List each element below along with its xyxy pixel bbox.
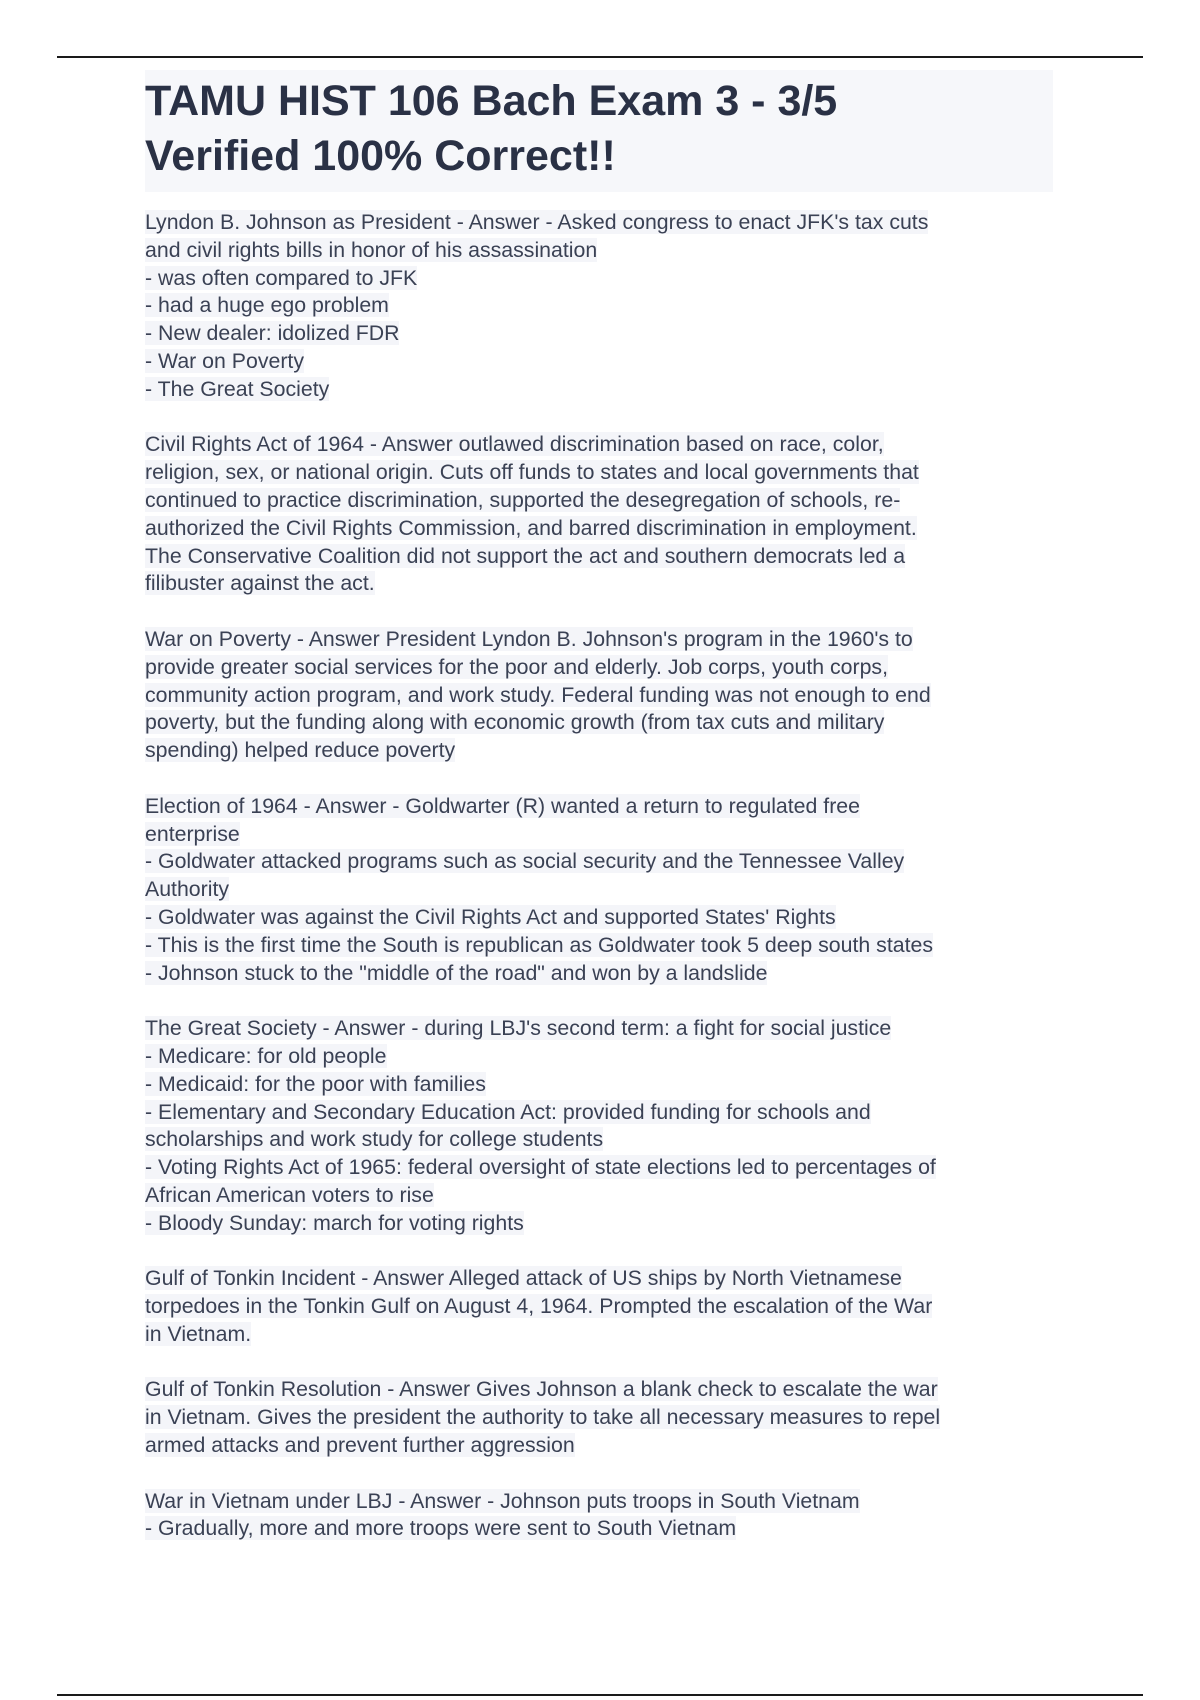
entry-line-text: armed attacks and prevent further aggression bbox=[145, 1433, 575, 1458]
entry-line-text: - The Great Society bbox=[145, 376, 330, 401]
entry-line-text: poverty, but the funding along with economic growth (from tax cuts and military bbox=[145, 710, 885, 735]
entry-line-text: The Great Society - Answer - during LBJ's second term: a fight for social justice bbox=[145, 1016, 892, 1041]
page-title bbox=[145, 70, 1053, 192]
entry-line-text: - was often compared to JFK bbox=[145, 265, 418, 290]
entry-line bbox=[145, 709, 1065, 737]
entry-line bbox=[145, 960, 1065, 988]
entry-line-text: provide greater social services for the poor and elderly. Job corps, youth corps, bbox=[145, 654, 888, 679]
entry-line bbox=[145, 876, 1065, 904]
entry-line bbox=[145, 1265, 1065, 1293]
entry-line bbox=[145, 1015, 1065, 1043]
entry-line-text: - had a huge ego problem bbox=[145, 293, 389, 318]
entry-line-text: in Vietnam. Gives the president the authority to take all necessary measures to repel bbox=[145, 1405, 941, 1430]
entry-line-text: - Medicare: for old people bbox=[145, 1043, 387, 1068]
entry-line-text: Authority bbox=[145, 877, 230, 902]
entry-line bbox=[145, 320, 1065, 348]
document-body bbox=[145, 209, 1065, 1571]
entry-line bbox=[145, 292, 1065, 320]
entry-line bbox=[145, 487, 1065, 515]
entry-line-text: spending) helped reduce poverty bbox=[145, 738, 456, 763]
entry-line-text: - Elementary and Secondary Education Act: provided funding for schools and bbox=[145, 1099, 871, 1124]
entry-line-text: - This is the first time the South is republican as Goldwater took 5 deep south states bbox=[145, 932, 933, 957]
entry-line bbox=[145, 431, 1065, 459]
entry-line-text: authorized the Civil Rights Commission, and barred discrimination in employment. bbox=[145, 515, 917, 540]
qa-entry bbox=[145, 626, 1065, 765]
entry-line bbox=[145, 1210, 1065, 1238]
entry-line bbox=[145, 543, 1065, 571]
entry-line bbox=[145, 1376, 1065, 1404]
entry-line bbox=[145, 1126, 1065, 1154]
entry-line-text: Gulf of Tonkin Resolution - Answer Gives Johnson a blank check to escalate the war bbox=[145, 1377, 938, 1402]
entry-line bbox=[145, 265, 1065, 293]
entry-line-text: Gulf of Tonkin Incident - Answer Alleged attack of US ships by North Vietnamese bbox=[145, 1266, 902, 1291]
top-rule bbox=[57, 56, 1143, 58]
entry-line-text: community action program, and work study. Federal funding was not enough to end bbox=[145, 682, 931, 707]
entry-line-text: Civil Rights Act of 1964 - Answer outlawed discrimination based on race, color, bbox=[145, 432, 884, 457]
entry-line-text: Lyndon B. Johnson as President - Answer - Asked congress to enact JFK's tax cuts bbox=[145, 210, 929, 234]
qa-entry bbox=[145, 1376, 1065, 1459]
entry-line bbox=[145, 348, 1065, 376]
entry-line bbox=[145, 904, 1065, 932]
entry-line bbox=[145, 515, 1065, 543]
title-line: TAMU HIST 106 Bach Exam 3 - 3/5 bbox=[145, 77, 838, 125]
entry-line bbox=[145, 1043, 1065, 1071]
entry-line bbox=[145, 1071, 1065, 1099]
entry-line-text: - New dealer: idolized FDR bbox=[145, 321, 400, 346]
qa-entry bbox=[145, 209, 1065, 404]
entry-line-text: torpedoes in the Tonkin Gulf on August 4, 1964. Prompted the escalation of the War bbox=[145, 1294, 933, 1319]
qa-entry bbox=[145, 793, 1065, 988]
entry-line-text: - Gradually, more and more troops were sent to South Vietnam bbox=[145, 1516, 737, 1541]
entry-line-text: filibuster against the act. bbox=[145, 571, 375, 596]
entry-line bbox=[145, 209, 1065, 237]
entry-line-text: - Goldwater was against the Civil Rights Act and supported States' Rights bbox=[145, 904, 836, 929]
title-line: Verified 100% Correct!! bbox=[145, 132, 616, 180]
qa-entry bbox=[145, 1265, 1065, 1348]
entry-line-text: in Vietnam. bbox=[145, 1321, 252, 1346]
entry-line bbox=[145, 1293, 1065, 1321]
qa-entry bbox=[145, 1015, 1065, 1237]
entry-line bbox=[145, 1099, 1065, 1127]
entry-line-text: - Bloody Sunday: march for voting rights bbox=[145, 1210, 524, 1235]
entry-line-text: and civil rights bills in honor of his assassination bbox=[145, 237, 598, 262]
entry-line-text: - Voting Rights Act of 1965: federal oversight of state elections led to percentages of bbox=[145, 1155, 936, 1180]
entry-line bbox=[145, 626, 1065, 654]
entry-line bbox=[145, 1515, 1065, 1543]
entry-line bbox=[145, 654, 1065, 682]
entry-line bbox=[145, 793, 1065, 821]
entry-line bbox=[145, 848, 1065, 876]
entry-line bbox=[145, 376, 1065, 404]
entry-line-text: continued to practice discrimination, supported the desegregation of schools, re- bbox=[145, 487, 901, 512]
entry-line bbox=[145, 237, 1065, 265]
entry-line-text: Election of 1964 - Answer - Goldwarter (R) wanted a return to regulated free bbox=[145, 793, 860, 818]
entry-line bbox=[145, 1432, 1065, 1460]
entry-line-text: - Medicaid: for the poor with families bbox=[145, 1071, 486, 1096]
entry-line-text: - Johnson stuck to the "middle of the road" and won by a landslide bbox=[145, 960, 768, 985]
entry-line bbox=[145, 682, 1065, 710]
entry-line bbox=[145, 1182, 1065, 1210]
entry-line bbox=[145, 1404, 1065, 1432]
entry-line bbox=[145, 737, 1065, 765]
qa-entry bbox=[145, 431, 1065, 598]
entry-line bbox=[145, 821, 1065, 849]
entry-line bbox=[145, 1321, 1065, 1349]
entry-line-text: - Goldwater attacked programs such as social security and the Tennessee Valley bbox=[145, 849, 905, 874]
entry-line-text: religion, sex, or national origin. Cuts off funds to states and local governments that bbox=[145, 460, 919, 485]
entry-line-text: African American voters to rise bbox=[145, 1182, 434, 1207]
entry-line-text: - War on Poverty bbox=[145, 348, 304, 373]
bottom-rule bbox=[57, 1694, 1143, 1696]
entry-line-text: War on Poverty - Answer President Lyndon B. Johnson's program in the 1960's to bbox=[145, 626, 913, 651]
entry-line-text: scholarships and work study for college students bbox=[145, 1127, 604, 1152]
entry-line-text: enterprise bbox=[145, 821, 240, 846]
qa-entry bbox=[145, 1488, 1065, 1544]
entry-line-text: The Conservative Coalition did not support the act and southern democrats led a bbox=[145, 543, 906, 568]
entry-line bbox=[145, 1488, 1065, 1516]
entry-line-text: War in Vietnam under LBJ - Answer - Johnson puts troops in South Vietnam bbox=[145, 1488, 860, 1513]
entry-line bbox=[145, 932, 1065, 960]
entry-line bbox=[145, 1154, 1065, 1182]
entry-line bbox=[145, 570, 1065, 598]
entry-line bbox=[145, 459, 1065, 487]
